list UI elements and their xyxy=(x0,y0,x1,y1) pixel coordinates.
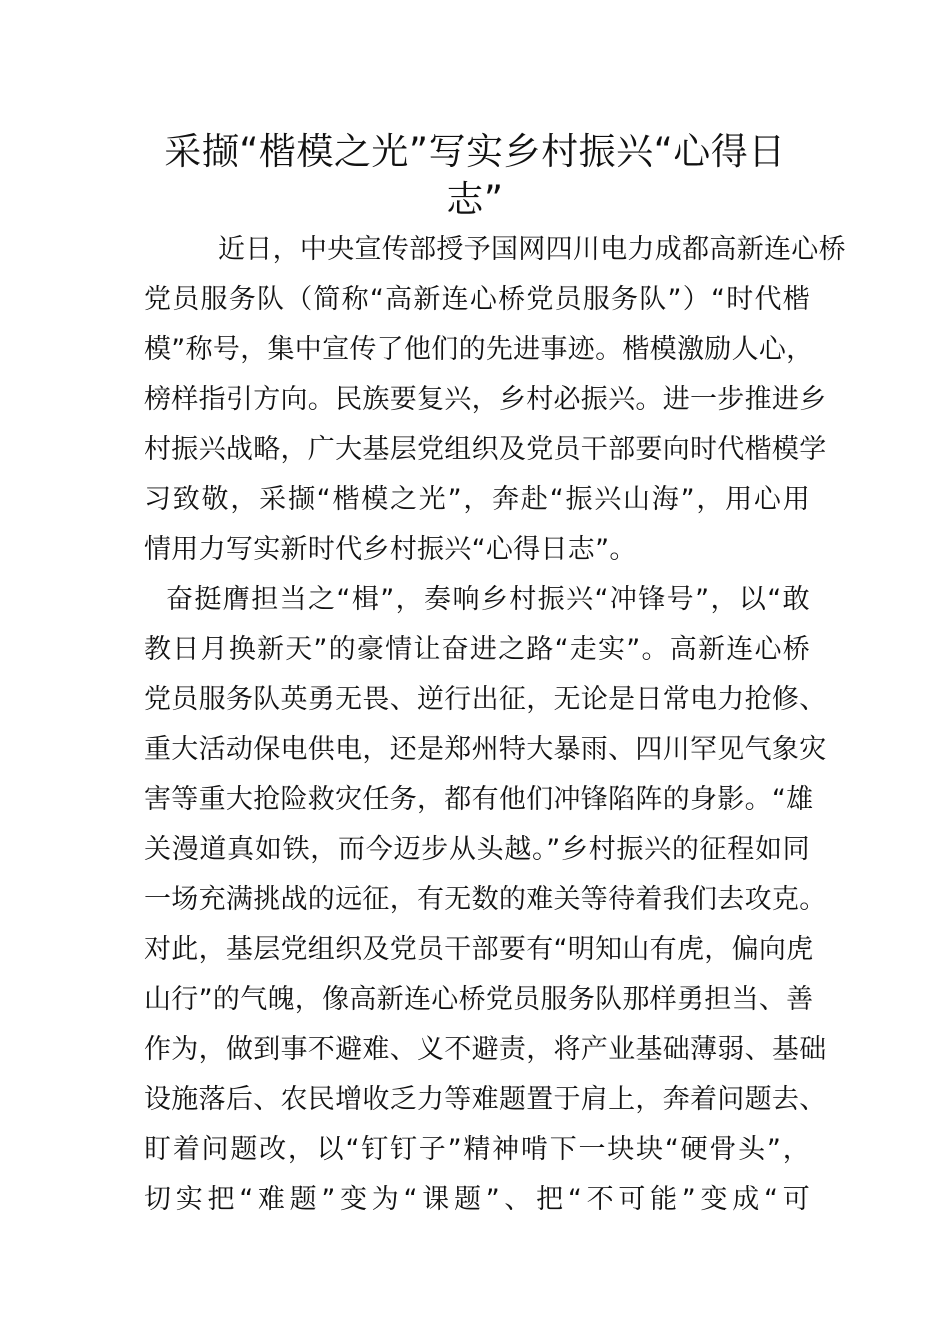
paragraph-2-line-10: 作为，做到事不避难、义不避责，将产业基础薄弱、基础 xyxy=(144,1034,827,1065)
paragraph-2-line-8: 对此，基层党组织及党员干部要有“明知山有虎，偏向虎 xyxy=(144,934,814,965)
document-title: 采撷“楷模之光”写实乡村振兴“心得日志” xyxy=(164,130,786,221)
paragraph-2-line-5: 害等重大抢险救灾任务，都有他们冲锋陷阵的身影。“雄 xyxy=(144,784,814,815)
paragraph-1-line-3: 模”称号，集中宣传了他们的先进事迹。楷模激励人心， xyxy=(144,334,814,365)
paragraph-1-line-5: 村振兴战略，广大基层党组织及党员干部要向时代楷模学 xyxy=(144,434,827,465)
paragraph-2-line-6: 关漫道真如铁，而今迈步从头越。”乡村振兴的征程如同 xyxy=(144,834,810,865)
paragraph-2-line-12: 盯着问题改，以“钉钉子”精神啃下一块块“硬骨头”， xyxy=(144,1134,810,1165)
paragraph-1-line-2: 党员服务队（简称“高新连心桥党员服务队”）“时代楷 xyxy=(144,284,810,315)
paragraph-2-line-3: 党员服务队英勇无畏、逆行出征，无论是日常电力抢修、 xyxy=(144,684,827,715)
paragraph-2-line-7: 一场充满挑战的远征，有无数的难关等待着我们去攻克。 xyxy=(144,884,827,915)
paragraph-1-line-1: 近日，中央宣传部授予国网四川电力成都高新连心桥 xyxy=(218,234,846,265)
paragraph-2-line-13: 切实把“难题”变为“课题”、把“不可能”变成“可 xyxy=(144,1184,810,1215)
paragraph-1-line-7: 情用力写实新时代乡村振兴“心得日志”。 xyxy=(144,534,637,565)
paragraph-2-line-2: 教日月换新天”的豪情让奋进之路“走实”。高新连心桥 xyxy=(144,634,810,665)
paragraph-2-line-11: 设施落后、农民增收乏力等难题置于肩上，奔着问题去、 xyxy=(144,1084,827,1115)
paragraph-2-line-9: 山行”的气魄，像高新连心桥党员服务队那样勇担当、善 xyxy=(144,984,814,1015)
paragraph-1-line-6: 习致敬，采撷“楷模之光”，奔赴“振兴山海”，用心用 xyxy=(144,484,810,515)
paragraph-2-line-1: 奋挺膺担当之“楫”，奏响乡村振兴“冲锋号”，以“敢 xyxy=(166,584,810,615)
paragraph-2-line-4: 重大活动保电供电，还是郑州特大暴雨、四川罕见气象灾 xyxy=(144,734,827,765)
paragraph-1-line-4: 榜样指引方向。民族要复兴，乡村必振兴。进一步推进乡 xyxy=(144,384,827,415)
